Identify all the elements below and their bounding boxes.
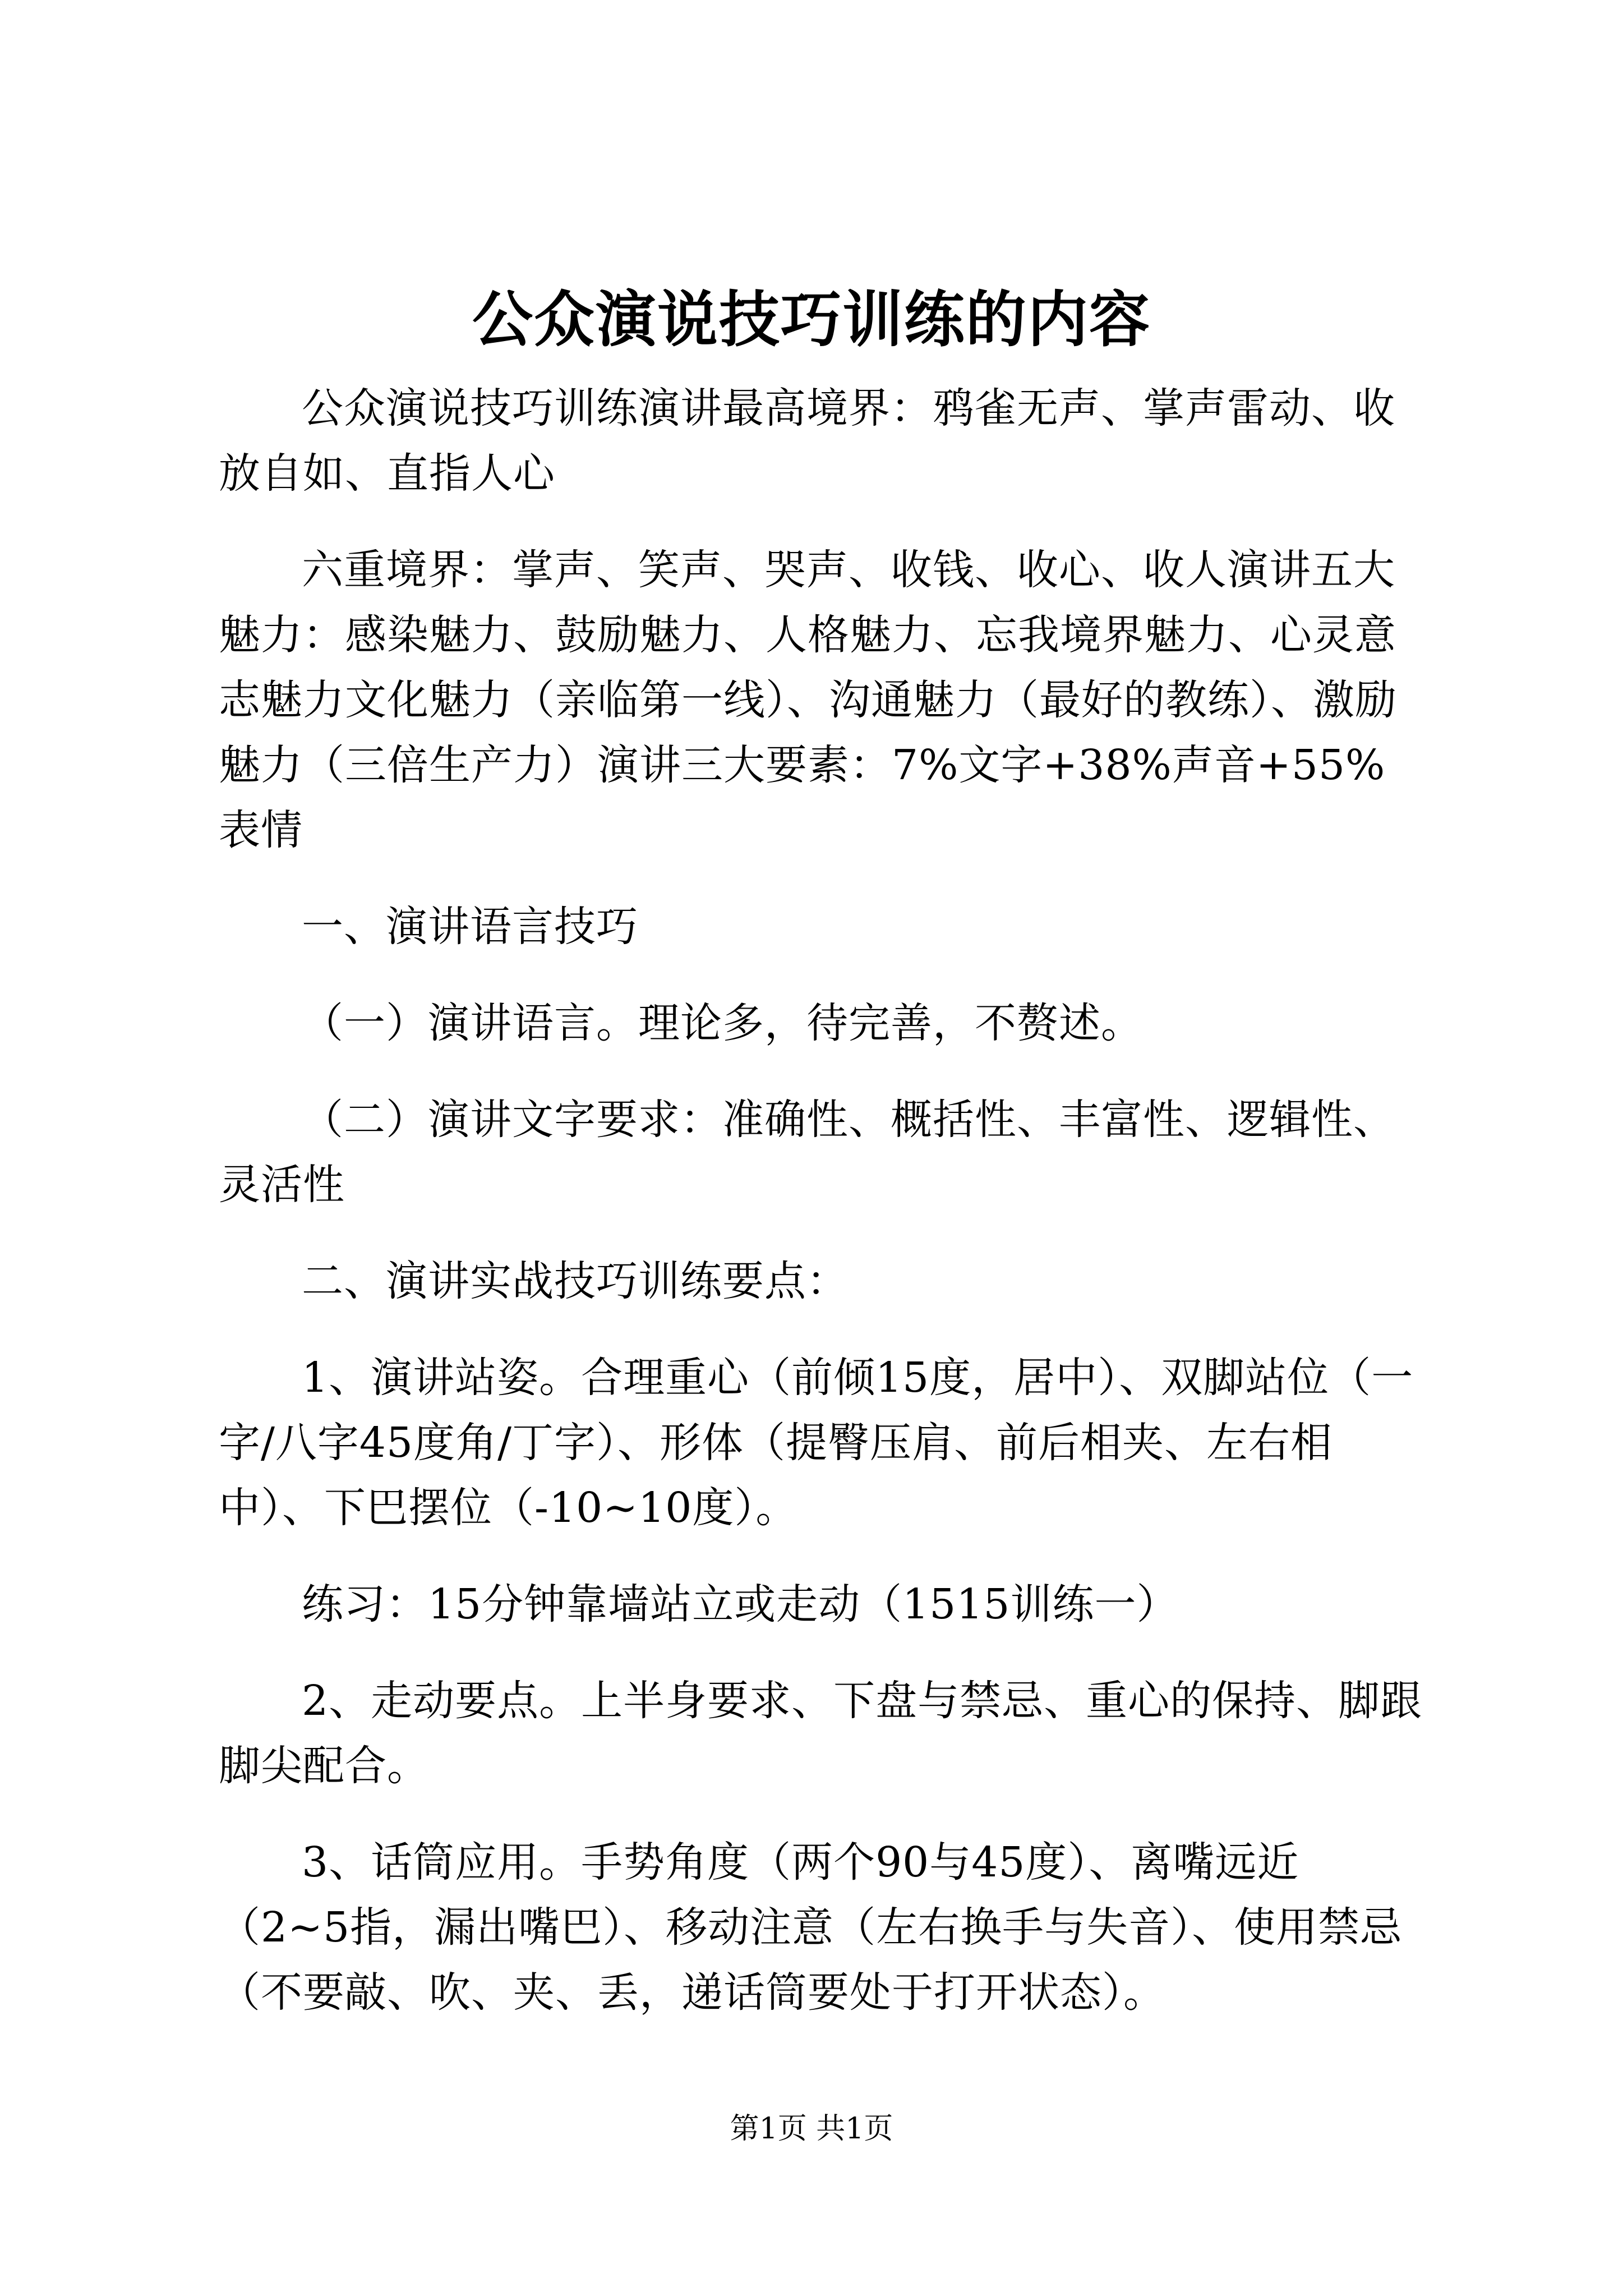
section-heading-language-skills: 一、演讲语言技巧 xyxy=(302,903,638,951)
document-title: 公众演说技巧训练的内容 xyxy=(472,284,1151,355)
section-heading-practical-skills: 二、演讲实战技巧训练要点： xyxy=(302,1257,849,1305)
paragraph-speech-language: （一）演讲语言。理论多，待完善，不赘述。 xyxy=(302,999,1143,1047)
paragraph-text-requirements: （二）演讲文字要求：准确性、概括性、丰富性、逻辑性、灵活性 xyxy=(219,1096,1395,1209)
paragraph-standing-posture: 1、演讲站姿。合理重心（前倾15度，居中）、双脚站位（一字/八字45度角/丁字）、形体（提臀压肩、前后相夹、左右相中）、下巴摆位（-10~10度）。 xyxy=(219,1354,1414,1532)
paragraph-highest-realm: 公众演说技巧训练演讲最高境界：鸦雀无声、掌声雷动、收放自如、直指人心 xyxy=(219,384,1395,498)
paragraph-six-realms: 六重境界：掌声、笑声、哭声、收钱、收心、收人演讲五大魅力：感染魅力、鼓励魅力、人格魅力、忘我境界魅力、心灵意志魅力文化魅力（亲临第一线）、沟通魅力（最好的教练）、激励魅力（三倍生产力）演讲三大要素：7%文字+38%声音+55%表情 xyxy=(219,546,1397,854)
document-body xyxy=(219,376,1424,2056)
paragraph-walking: 2、走动要点。上半身要求、下盘与禁忌、重心的保持、脚跟脚尖配合。 xyxy=(219,1677,1423,1790)
page-footer: 第1页 共1页 xyxy=(730,2112,893,2146)
paragraph-microphone: 3、话筒应用。手势角度（两个90与45度）、离嘴远近（2~5指，漏出嘴巴）、移动注意（左右换手与失音）、使用禁忌（不要敲、吹、夹、丢，递话筒要处于打开状态）。 xyxy=(219,1838,1403,2017)
paragraph-practice: 练习：15分钟靠墙站立或走动（1515训练一） xyxy=(302,1580,1179,1628)
